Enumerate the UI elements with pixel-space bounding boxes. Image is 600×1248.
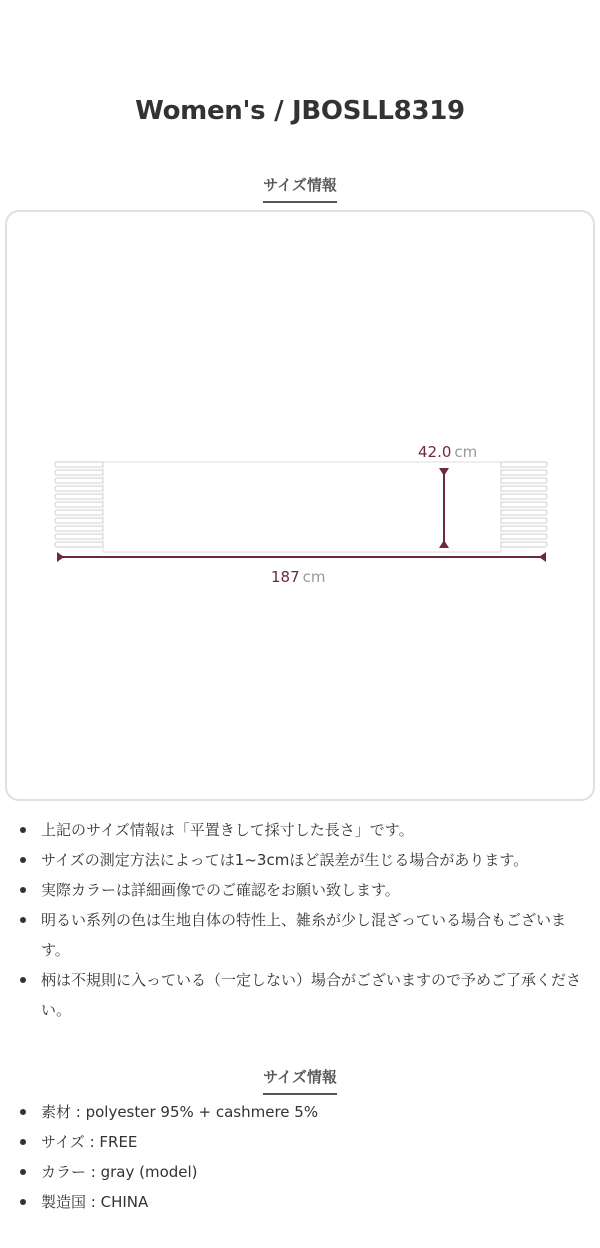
product-details-list — [0, 1097, 600, 1217]
scarf-body — [103, 462, 501, 552]
details-heading — [0, 1066, 600, 1095]
length-value: 187 — [271, 568, 300, 586]
width-value: 42.0 — [418, 443, 452, 461]
scarf-illustration — [7, 212, 597, 803]
width-unit: cm — [454, 443, 478, 461]
list-item: 素材 : polyester 95% + cashmere 5% — [0, 1097, 600, 1127]
size-info-heading — [0, 174, 600, 203]
list-item: 実際カラーは詳細画像でのご確認をお願い致します。 — [0, 875, 600, 905]
list-item: 上記のサイズ情報は「平置きして採寸した長さ」です。 — [0, 815, 600, 845]
length-unit: cm — [302, 568, 326, 586]
list-item: カラー : gray (model) — [0, 1157, 600, 1187]
list-item: サイズの測定方法によっては1~3cmほど誤差が生じる場合があります。 — [0, 845, 600, 875]
product-title: Women's / JBOSLL8319 — [135, 96, 465, 126]
list-item: 製造国 : CHINA — [0, 1187, 600, 1217]
length-dimension-line — [57, 552, 546, 562]
scarf-left-fringe — [55, 462, 103, 547]
size-notes-list — [0, 815, 600, 1025]
length-measurement — [271, 568, 326, 586]
size-diagram — [5, 210, 595, 801]
list-item: 明るい系列の色は生地自体の特性上、雑糸が少し混ざっている場合もございます。 — [0, 905, 600, 965]
scarf-right-fringe — [501, 462, 547, 547]
width-measurement — [418, 443, 477, 461]
details-heading-label: サイズ情報 — [263, 1066, 337, 1095]
size-info-heading-label: サイズ情報 — [263, 174, 337, 203]
list-item: サイズ : FREE — [0, 1127, 600, 1157]
list-item: 柄は不規則に入っている（一定しない）場合がございますので予めご了承ください。 — [0, 965, 600, 1025]
